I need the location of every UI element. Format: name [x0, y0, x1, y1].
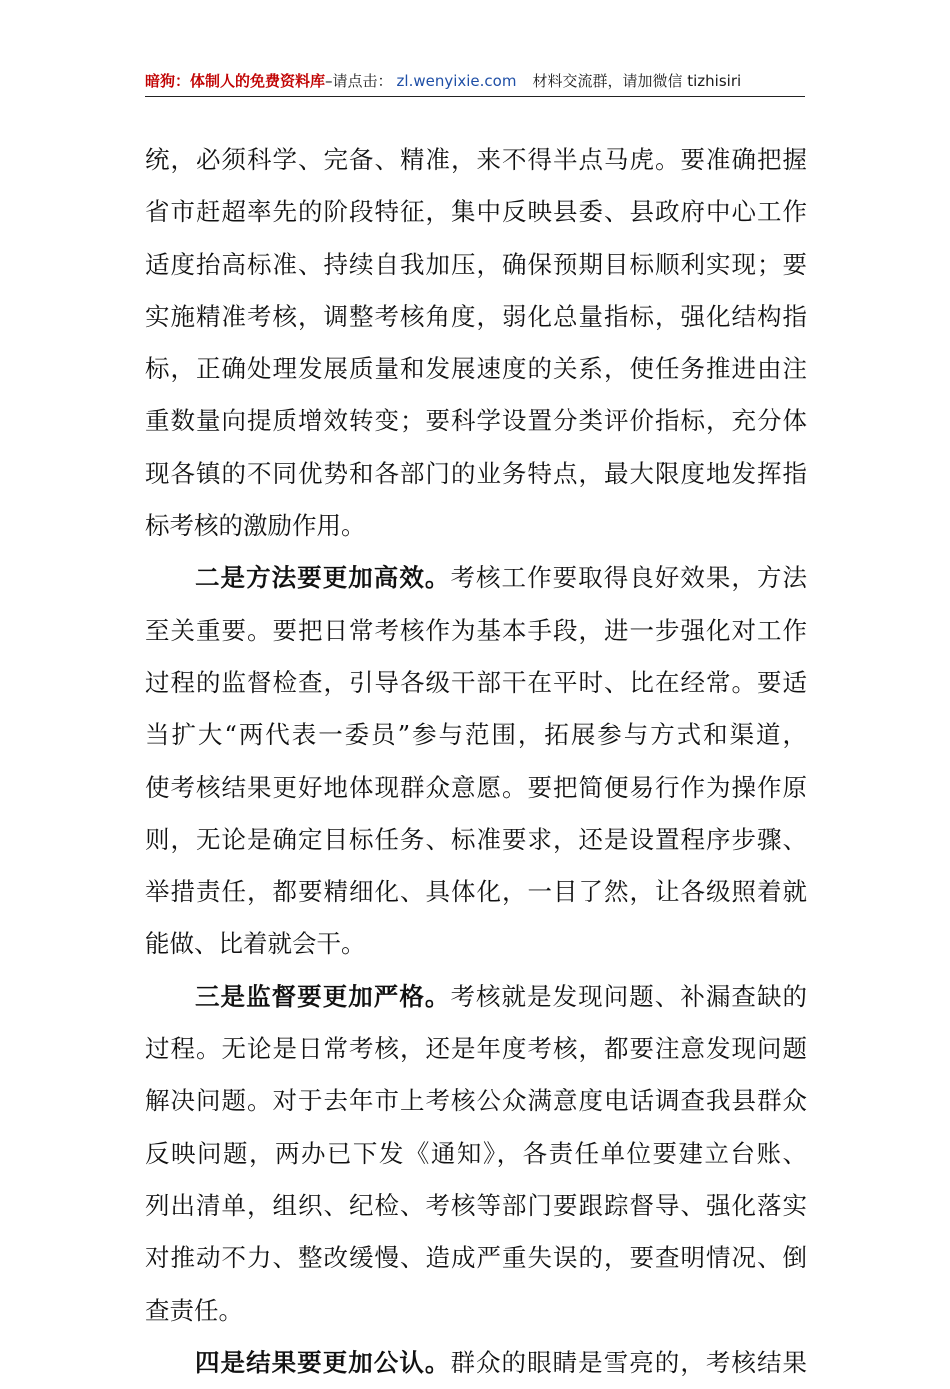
- section-heading: 三是监督要更加严格。: [195, 981, 451, 1011]
- paragraph-first-line: [145, 971, 807, 1023]
- text-line: 至关重要。要把日常考核作为基本手段，进一步强化对工作: [145, 615, 807, 645]
- text-line: 现各镇的不同优势和各部门的业务特点，最大限度地发挥指: [145, 458, 807, 488]
- header-divider: [145, 96, 805, 97]
- text-line: 使考核结果更好地体现群众意愿。要把简便易行作为操作原: [145, 772, 807, 802]
- header-url-link[interactable]: zl.wenyixie.com: [396, 72, 517, 90]
- text-line: 过程。无论是日常考核，还是年度考核，都要注意发现问题: [145, 1034, 807, 1064]
- text-line: 查责任。: [145, 1295, 243, 1325]
- text-line: 标考核的激励作用。: [145, 511, 366, 541]
- section-heading: 二是方法要更加高效。: [195, 563, 451, 593]
- text-line: 举措责任，都要精细化、具体化，一目了然，让各级照着就: [145, 877, 807, 907]
- text-line: 能做、比着就会干。: [145, 929, 366, 959]
- text-line: 解决问题。对于去年市上考核公众满意度电话调查我县群众: [145, 1086, 807, 1116]
- text-line: 列出清单，组织、纪检、考核等部门要跟踪督导、强化落实: [145, 1190, 807, 1220]
- text-line: 标，正确处理发展质量和发展速度的关系，使任务推进由注: [145, 354, 807, 384]
- text-line: 统，必须科学、完备、精准，来不得半点马虎。要准确把握: [145, 145, 807, 174]
- header-wechat-note: 材料交流群，请加微信 tizhisiri: [532, 72, 742, 90]
- text-span: 考核就是发现问题、补漏查缺的: [450, 981, 807, 1011]
- text-span: 考核工作要取得良好效果，方法: [450, 563, 807, 593]
- text-line: 反映问题，两办已下发《通知》，各责任单位要建立台账、: [145, 1138, 807, 1168]
- text-line: 过程的监督检查，引导各级干部干在平时、比在经常。要适: [145, 667, 807, 697]
- header-brand: 暗狗：体制人的免费资料库: [145, 72, 326, 90]
- section-heading: 四是结果要更加公认。: [195, 1347, 451, 1377]
- document-body: [145, 134, 807, 1389]
- text-line: 省市赶超率先的阶段特征，集中反映县委、县政府中心工作: [145, 197, 807, 227]
- header-prompt: –请点击：: [325, 72, 393, 90]
- page-header: [145, 68, 805, 96]
- paragraph-first-line: [145, 552, 807, 604]
- text-line: 重数量向提质增效转变；要科学设置分类评价指标，充分体: [145, 406, 807, 436]
- text-line: 则，无论是确定目标任务、标准要求，还是设置程序步骤、: [145, 824, 807, 854]
- text-line: 当扩大“两代表一委员”参与范围，拓展参与方式和渠道，: [145, 720, 807, 750]
- text-line: 适度抬高标准、持续自我加压，确保预期目标顺利实现；要: [145, 249, 807, 279]
- paragraph-first-line: [145, 1337, 807, 1389]
- text-line: 实施精准考核，调整考核角度，弱化总量指标，强化结构指: [145, 301, 807, 331]
- text-line: 对推动不力、整改缓慢、造成严重失误的，要查明情况、倒: [145, 1243, 807, 1273]
- text-span: 群众的眼睛是雪亮的，考核结果: [450, 1347, 807, 1377]
